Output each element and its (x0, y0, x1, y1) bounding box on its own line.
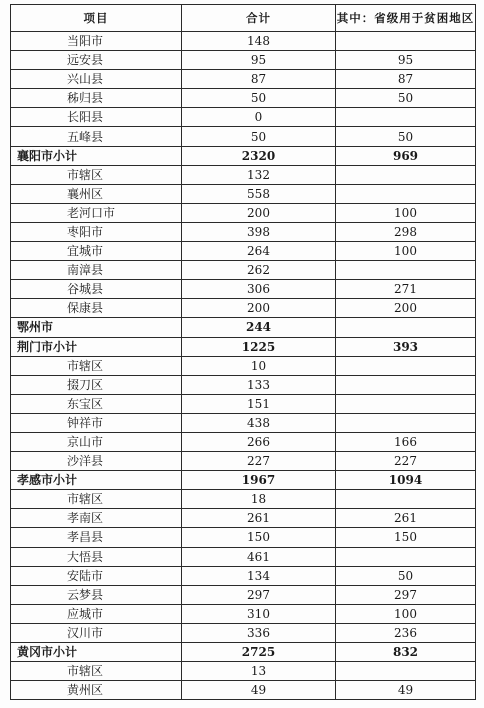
row-poverty-cell: 1094 (336, 471, 476, 490)
table-row (11, 184, 476, 203)
row-poverty-cell: 298 (336, 222, 476, 241)
row-name-cell: 掇刀区 (11, 375, 182, 394)
row-name-cell: 枣阳市 (11, 222, 182, 241)
row-poverty-cell (336, 394, 476, 413)
row-name-cell: 襄州区 (11, 184, 182, 203)
row-total-cell: 13 (182, 662, 336, 681)
row-name-cell: 远安县 (11, 51, 182, 70)
row-name-cell: 襄阳市小计 (11, 146, 182, 165)
table-header-row (11, 5, 476, 32)
row-poverty-cell (336, 413, 476, 432)
table-row (11, 375, 476, 394)
row-name-cell: 鄂州市 (11, 318, 182, 337)
table-body (11, 32, 476, 700)
table-row (11, 242, 476, 261)
table-row (11, 108, 476, 127)
table-row (11, 356, 476, 375)
row-poverty-cell (336, 261, 476, 280)
row-total-cell: 306 (182, 280, 336, 299)
row-total-cell: 49 (182, 681, 336, 700)
subtotal-row (11, 146, 476, 165)
table-row (11, 51, 476, 70)
row-name-cell: 孝南区 (11, 509, 182, 528)
row-total-cell: 2320 (182, 146, 336, 165)
row-total-cell: 264 (182, 242, 336, 261)
table-row (11, 70, 476, 89)
table-row (11, 261, 476, 280)
row-name-cell: 市辖区 (11, 165, 182, 184)
row-name-cell: 老河口市 (11, 203, 182, 222)
row-poverty-cell: 261 (336, 509, 476, 528)
row-total-cell: 398 (182, 222, 336, 241)
row-total-cell: 336 (182, 623, 336, 642)
row-poverty-cell (336, 184, 476, 203)
row-poverty-cell (336, 375, 476, 394)
row-name-cell: 沙洋县 (11, 452, 182, 471)
row-total-cell: 461 (182, 547, 336, 566)
table-row (11, 394, 476, 413)
row-total-cell: 150 (182, 528, 336, 547)
table-row (11, 547, 476, 566)
table-row (11, 32, 476, 51)
row-name-cell: 安陆市 (11, 566, 182, 585)
row-name-cell: 五峰县 (11, 127, 182, 146)
row-name-cell: 黄冈市小计 (11, 643, 182, 662)
row-total-cell: 50 (182, 89, 336, 108)
row-name-cell: 当阳市 (11, 32, 182, 51)
allocation-table (10, 4, 476, 700)
table-row (11, 566, 476, 585)
row-poverty-cell (336, 318, 476, 337)
table-row (11, 413, 476, 432)
row-poverty-cell (336, 662, 476, 681)
row-poverty-cell: 50 (336, 566, 476, 585)
row-name-cell: 市辖区 (11, 662, 182, 681)
row-name-cell: 汉川市 (11, 623, 182, 642)
row-name-cell: 黄州区 (11, 681, 182, 700)
row-total-cell: 151 (182, 394, 336, 413)
row-total-cell: 438 (182, 413, 336, 432)
row-poverty-cell: 236 (336, 623, 476, 642)
row-poverty-cell: 200 (336, 299, 476, 318)
row-total-cell: 266 (182, 432, 336, 451)
row-name-cell: 谷城县 (11, 280, 182, 299)
row-total-cell: 2725 (182, 643, 336, 662)
row-name-cell: 市辖区 (11, 356, 182, 375)
row-name-cell: 钟祥市 (11, 413, 182, 432)
table-row (11, 89, 476, 108)
row-poverty-cell (336, 32, 476, 51)
row-total-cell: 148 (182, 32, 336, 51)
table-row (11, 127, 476, 146)
row-poverty-cell: 49 (336, 681, 476, 700)
row-total-cell: 133 (182, 375, 336, 394)
table-row (11, 585, 476, 604)
row-name-cell: 市辖区 (11, 490, 182, 509)
table-row (11, 490, 476, 509)
row-total-cell: 50 (182, 127, 336, 146)
table-row (11, 623, 476, 642)
row-name-cell: 南漳县 (11, 261, 182, 280)
row-poverty-cell: 50 (336, 89, 476, 108)
header-total: 合计 (182, 5, 336, 32)
table-row (11, 604, 476, 623)
table-row (11, 280, 476, 299)
row-poverty-cell: 166 (336, 432, 476, 451)
row-poverty-cell (336, 165, 476, 184)
table-row (11, 432, 476, 451)
header-item: 项目 (11, 5, 182, 32)
table-row (11, 222, 476, 241)
row-name-cell: 大悟县 (11, 547, 182, 566)
row-total-cell: 200 (182, 299, 336, 318)
table-row (11, 509, 476, 528)
subtotal-row (11, 471, 476, 490)
row-total-cell: 200 (182, 203, 336, 222)
row-name-cell: 长阳县 (11, 108, 182, 127)
row-poverty-cell: 95 (336, 51, 476, 70)
subtotal-row (11, 643, 476, 662)
row-name-cell: 京山市 (11, 432, 182, 451)
row-poverty-cell: 297 (336, 585, 476, 604)
row-name-cell: 保康县 (11, 299, 182, 318)
row-poverty-cell: 271 (336, 280, 476, 299)
table-row (11, 203, 476, 222)
row-total-cell: 1225 (182, 337, 336, 356)
subtotal-row (11, 337, 476, 356)
row-poverty-cell: 150 (336, 528, 476, 547)
table-row (11, 681, 476, 700)
table-row (11, 662, 476, 681)
row-total-cell: 10 (182, 356, 336, 375)
row-total-cell: 261 (182, 509, 336, 528)
row-total-cell: 244 (182, 318, 336, 337)
row-poverty-cell: 100 (336, 242, 476, 261)
subtotal-row (11, 318, 476, 337)
row-poverty-cell: 393 (336, 337, 476, 356)
row-total-cell: 95 (182, 51, 336, 70)
row-name-cell: 秭归县 (11, 89, 182, 108)
row-total-cell: 18 (182, 490, 336, 509)
row-poverty-cell: 832 (336, 643, 476, 662)
row-poverty-cell (336, 356, 476, 375)
row-total-cell: 1967 (182, 471, 336, 490)
row-name-cell: 宜城市 (11, 242, 182, 261)
row-name-cell: 应城市 (11, 604, 182, 623)
row-total-cell: 558 (182, 184, 336, 203)
row-total-cell: 310 (182, 604, 336, 623)
row-total-cell: 227 (182, 452, 336, 471)
row-total-cell: 297 (182, 585, 336, 604)
row-poverty-cell (336, 547, 476, 566)
row-poverty-cell: 50 (336, 127, 476, 146)
header-poverty: 其中：省级用于贫困地区 (336, 5, 476, 32)
row-total-cell: 134 (182, 566, 336, 585)
row-total-cell: 87 (182, 70, 336, 89)
row-name-cell: 兴山县 (11, 70, 182, 89)
row-name-cell: 孝感市小计 (11, 471, 182, 490)
row-name-cell: 东宝区 (11, 394, 182, 413)
row-name-cell: 荆门市小计 (11, 337, 182, 356)
row-total-cell: 262 (182, 261, 336, 280)
row-name-cell: 云梦县 (11, 585, 182, 604)
row-poverty-cell (336, 108, 476, 127)
row-poverty-cell (336, 490, 476, 509)
row-poverty-cell: 100 (336, 203, 476, 222)
row-poverty-cell: 227 (336, 452, 476, 471)
table-row (11, 528, 476, 547)
row-total-cell: 132 (182, 165, 336, 184)
table-row (11, 452, 476, 471)
row-poverty-cell: 87 (336, 70, 476, 89)
row-poverty-cell: 969 (336, 146, 476, 165)
row-total-cell: 0 (182, 108, 336, 127)
table-row (11, 299, 476, 318)
table-row (11, 165, 476, 184)
row-name-cell: 孝昌县 (11, 528, 182, 547)
row-poverty-cell: 100 (336, 604, 476, 623)
